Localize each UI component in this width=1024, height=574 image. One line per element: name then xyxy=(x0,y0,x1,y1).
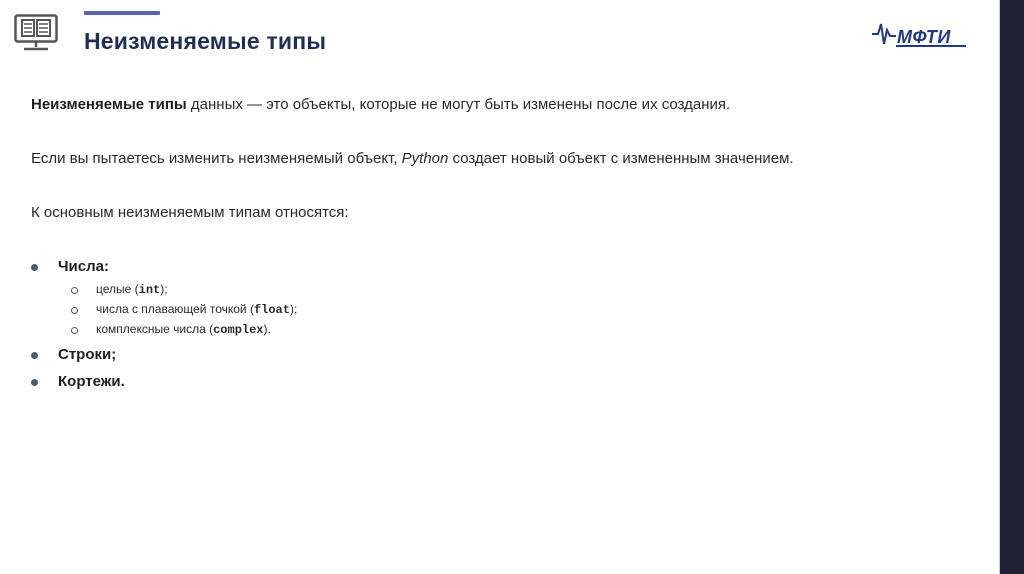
intro-rest: данных — это объекты, которые не могут быть изменены после их создания. xyxy=(186,96,731,113)
circle-bullet-icon xyxy=(71,327,78,334)
circle-bullet-icon xyxy=(71,287,78,294)
monitor-book-icon xyxy=(14,14,58,52)
circle-bullet-icon xyxy=(71,307,78,314)
python-before: Если вы пытаетесь изменить неизменяемый объект, xyxy=(31,150,402,167)
python-italic: Python xyxy=(401,150,449,167)
bullet-icon xyxy=(31,352,38,359)
sublist-item-text: комплексные числа (complex). xyxy=(96,322,271,337)
bullet-icon xyxy=(31,264,38,271)
intro-bold: Неизменяемые типы xyxy=(31,96,187,113)
list-item-label: Кортежи. xyxy=(58,373,125,390)
python-after: создает новый объект с измененным значением. xyxy=(448,150,794,167)
right-edge-bar xyxy=(1000,0,1024,574)
page-title: Неизменяемые типы xyxy=(84,28,327,54)
sublist-item-text: числа с плавающей точкой (float); xyxy=(96,302,298,317)
python-paragraph xyxy=(31,150,794,167)
title-accent-line xyxy=(84,11,160,15)
logo-text: МФТИ xyxy=(897,27,951,47)
sublist-item-text: целые (int); xyxy=(96,282,168,297)
bullet-icon xyxy=(31,379,38,386)
list-item-label: Числа: xyxy=(58,258,109,275)
list-item-label: Строки; xyxy=(58,346,117,363)
intro-paragraph xyxy=(31,96,730,113)
types-intro: К основным неизменяемым типам относятся: xyxy=(31,204,349,221)
